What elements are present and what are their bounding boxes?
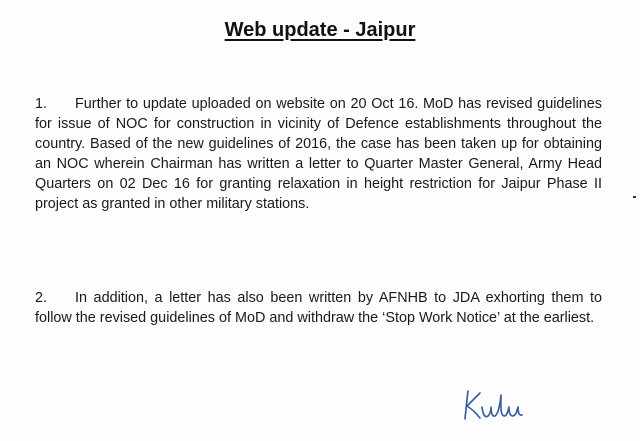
paragraph-2 — [35, 288, 602, 328]
paragraph-number: 2. — [35, 290, 48, 306]
paragraph-text: In addition, a letter has also been written by AFNHB to JDA exhorting them to follow the revised guidelines of MoD and withdraw the ‘Stop Work Notice’ at the earliest. — [35, 290, 602, 326]
paragraph-1 — [35, 94, 602, 214]
paragraph-text: Further to update uploaded on website on 20 Oct 16. MoD has revised guidelines for issue of NOC for construction in vicinity of Defence establishments throughout the country. Based of the new guidelines of 2016, the case has been taken up for obtaining an NOC wherein Chairman has written a letter to Quarter Master General, Army Head Quarters on 02 Dec 16 for granting relaxation in height restriction for Jaipur Phase II project as granted in other military stations. — [35, 96, 602, 212]
page-title: Web update - Jaipur — [224, 19, 416, 41]
paragraph-number: 1. — [35, 96, 48, 112]
scan-artifact — [633, 196, 636, 198]
handwritten-signature — [458, 385, 538, 425]
